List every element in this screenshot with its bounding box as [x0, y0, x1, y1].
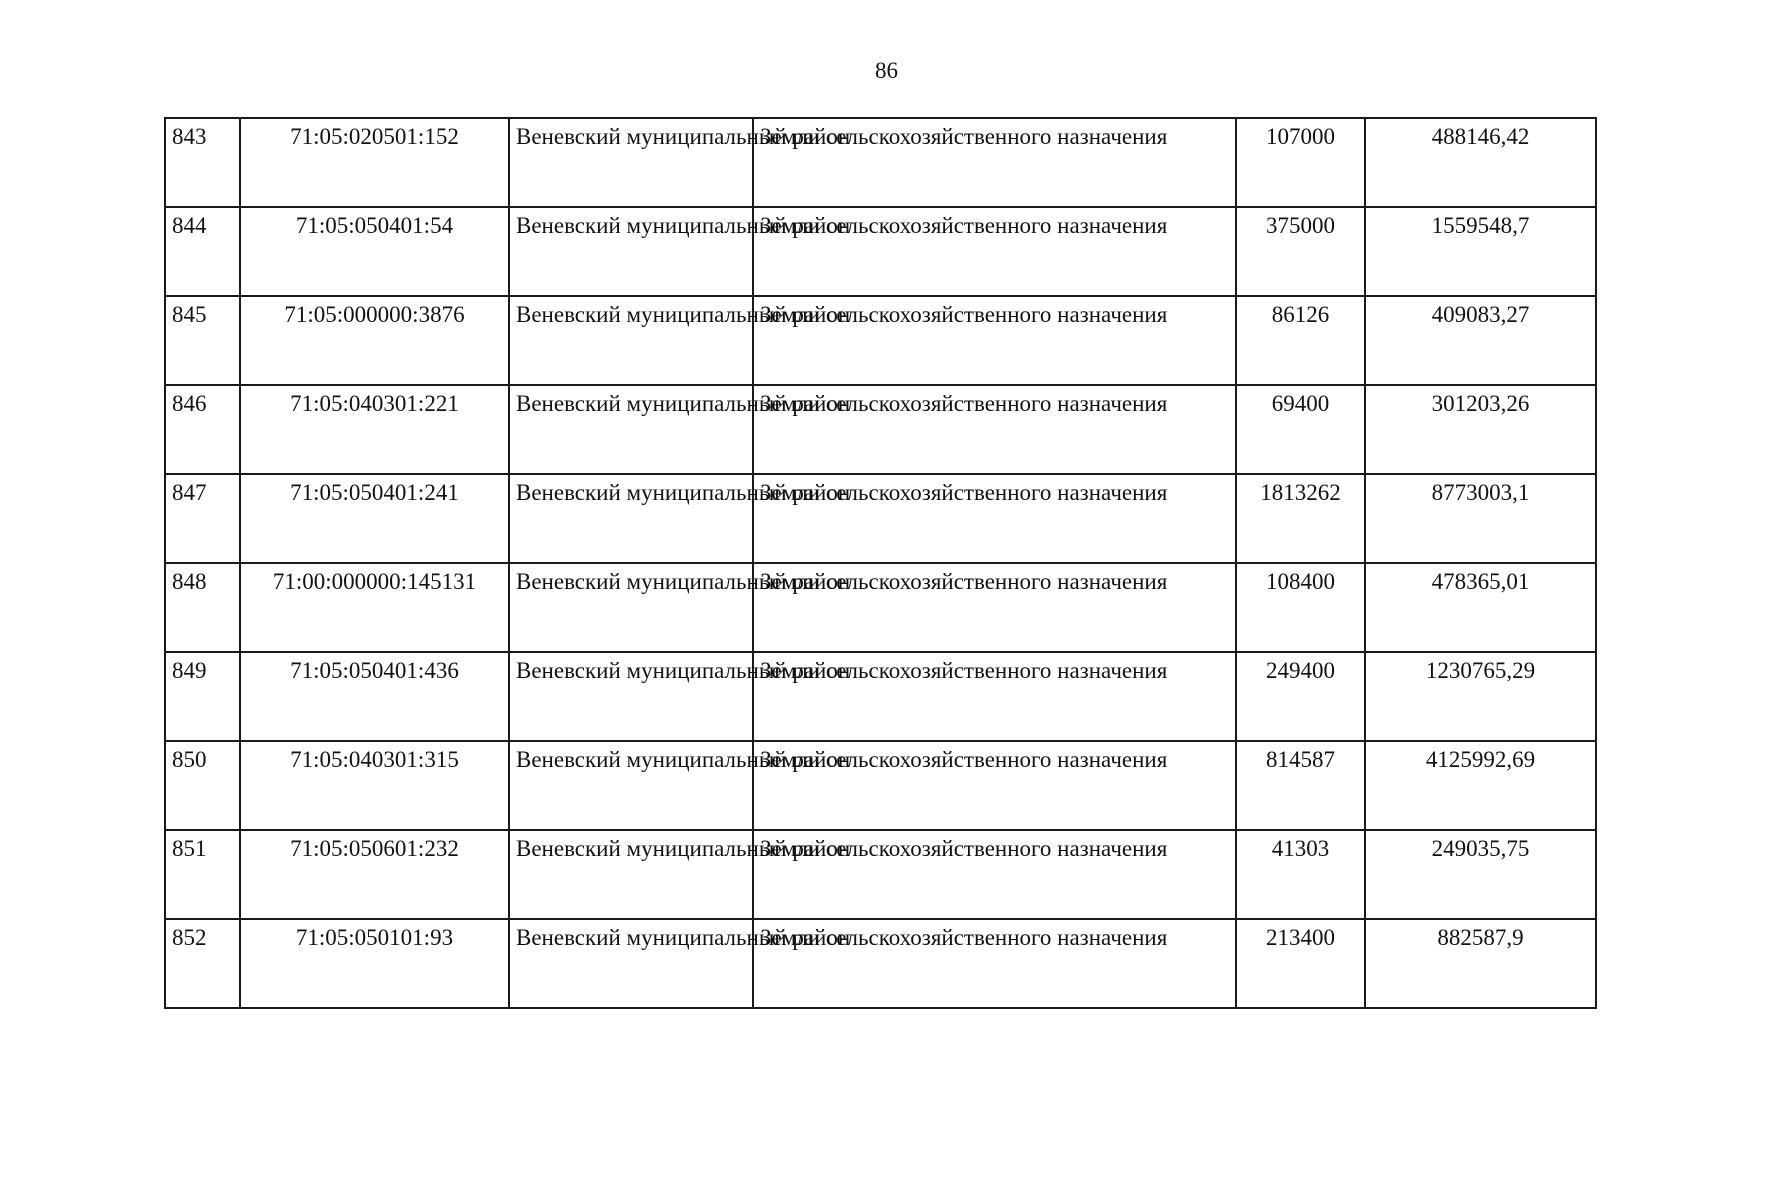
cadastral-number-cell: 71:00:000000:145131 [240, 563, 509, 652]
district-cell: Веневский муниципальный район [509, 296, 753, 385]
land-category-cell: Земли сельскохозяйственного назначения [753, 741, 1236, 830]
table-row [165, 385, 1596, 474]
cadastral-number-cell: 71:05:050401:54 [240, 207, 509, 296]
row-number-cell: 852 [165, 919, 240, 1008]
district-cell: Веневский муниципальный район [509, 385, 753, 474]
row-number-cell: 846 [165, 385, 240, 474]
row-number-cell: 843 [165, 118, 240, 207]
area-cell: 375000 [1236, 207, 1365, 296]
table-row [165, 830, 1596, 919]
land-category-cell: Земли сельскохозяйственного назначения [753, 207, 1236, 296]
area-cell: 1813262 [1236, 474, 1365, 563]
land-category-cell: Земли сельскохозяйственного назначения [753, 474, 1236, 563]
area-cell: 108400 [1236, 563, 1365, 652]
land-category-cell: Земли сельскохозяйственного назначения [753, 830, 1236, 919]
table-row [165, 207, 1596, 296]
cadastral-number-cell: 71:05:050401:436 [240, 652, 509, 741]
district-cell: Веневский муниципальный район [509, 118, 753, 207]
cadastral-value-cell: 409083,27 [1365, 296, 1596, 385]
row-number-cell: 845 [165, 296, 240, 385]
area-cell: 213400 [1236, 919, 1365, 1008]
cadastral-number-cell: 71:05:000000:3876 [240, 296, 509, 385]
area-cell: 107000 [1236, 118, 1365, 207]
district-cell: Веневский муниципальный район [509, 919, 753, 1008]
row-number-cell: 848 [165, 563, 240, 652]
district-cell: Веневский муниципальный район [509, 741, 753, 830]
table-row [165, 563, 1596, 652]
row-number-cell: 849 [165, 652, 240, 741]
land-category-cell: Земли сельскохозяйственного назначения [753, 652, 1236, 741]
cadastral-value-cell: 4125992,69 [1365, 741, 1596, 830]
area-cell: 814587 [1236, 741, 1365, 830]
cadastral-value-cell: 249035,75 [1365, 830, 1596, 919]
cadastral-value-cell: 882587,9 [1365, 919, 1596, 1008]
table-row [165, 919, 1596, 1008]
cadastral-value-cell: 1559548,7 [1365, 207, 1596, 296]
cadastral-value-cell: 1230765,29 [1365, 652, 1596, 741]
district-cell: Веневский муниципальный район [509, 830, 753, 919]
cadastral-number-cell: 71:05:040301:315 [240, 741, 509, 830]
cadastral-value-cell: 478365,01 [1365, 563, 1596, 652]
cadastral-number-cell: 71:05:050401:241 [240, 474, 509, 563]
cadastral-value-cell: 488146,42 [1365, 118, 1596, 207]
page-number: 86 [875, 58, 898, 83]
land-plots-table [164, 117, 1597, 1009]
district-cell: Веневский муниципальный район [509, 474, 753, 563]
district-cell: Веневский муниципальный район [509, 207, 753, 296]
land-category-cell: Земли сельскохозяйственного назначения [753, 385, 1236, 474]
cadastral-value-cell: 8773003,1 [1365, 474, 1596, 563]
area-cell: 249400 [1236, 652, 1365, 741]
cadastral-number-cell: 71:05:040301:221 [240, 385, 509, 474]
district-cell: Веневский муниципальный район [509, 652, 753, 741]
table-row [165, 741, 1596, 830]
land-category-cell: Земли сельскохозяйственного назначения [753, 118, 1236, 207]
area-cell: 69400 [1236, 385, 1365, 474]
table-row [165, 118, 1596, 207]
area-cell: 41303 [1236, 830, 1365, 919]
district-cell: Веневский муниципальный район [509, 563, 753, 652]
table-body [165, 118, 1596, 1008]
land-category-cell: Земли сельскохозяйственного назначения [753, 563, 1236, 652]
area-cell: 86126 [1236, 296, 1365, 385]
table-row [165, 652, 1596, 741]
cadastral-number-cell: 71:05:020501:152 [240, 118, 509, 207]
row-number-cell: 844 [165, 207, 240, 296]
row-number-cell: 847 [165, 474, 240, 563]
row-number-cell: 851 [165, 830, 240, 919]
cadastral-number-cell: 71:05:050101:93 [240, 919, 509, 1008]
cadastral-number-cell: 71:05:050601:232 [240, 830, 509, 919]
land-category-cell: Земли сельскохозяйственного назначения [753, 919, 1236, 1008]
row-number-cell: 850 [165, 741, 240, 830]
table-row [165, 296, 1596, 385]
cadastral-value-cell: 301203,26 [1365, 385, 1596, 474]
land-category-cell: Земли сельскохозяйственного назначения [753, 296, 1236, 385]
table-row [165, 474, 1596, 563]
